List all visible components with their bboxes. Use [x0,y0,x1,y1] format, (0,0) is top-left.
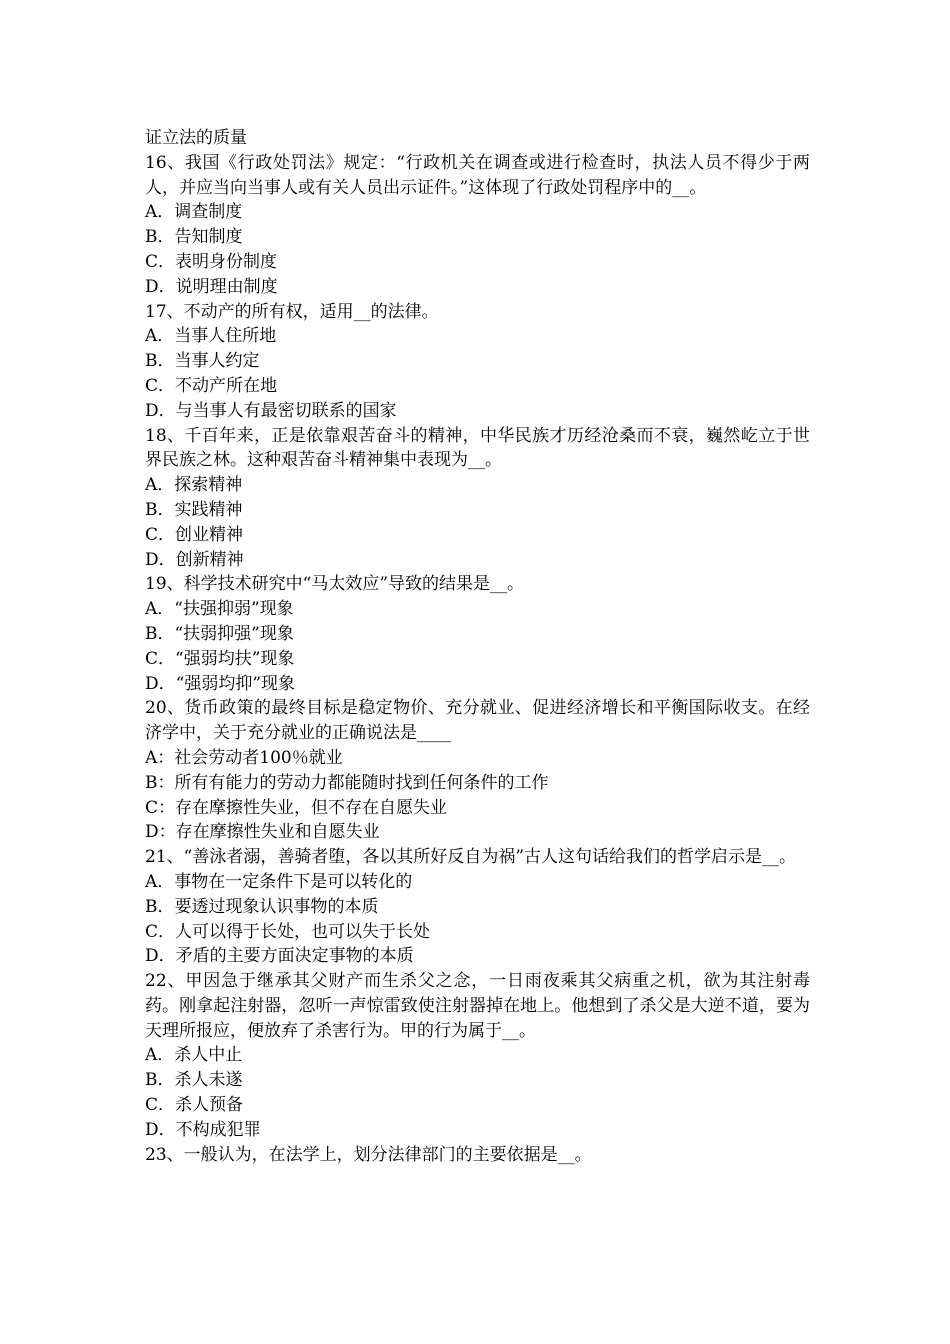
option-a: A．当事人住所地 [145,326,277,347]
option-c: C：存在摩擦性失业，但不存在自愿失业 [145,797,448,818]
option-a: A．探索精神 [145,475,243,496]
option-a: A．调查制度 [145,202,243,223]
question-stem: 23、一般认为，在法学上，划分法律部门的主要依据是__。 [145,1144,592,1165]
question-stem: 20、货币政策的最终目标是稳定物价、充分就业、促进经济增长和平衡国际收支。在经济学中，关于充分就业的正确说法是____ [145,698,810,744]
option-a: A．杀人中止 [145,1045,243,1066]
question-21 [145,845,810,969]
option-a: A．“扶强抑弱”现象 [145,599,294,620]
option-c: C．表明身份制度 [145,251,278,272]
option-b: B．杀人未遂 [145,1070,243,1091]
option-b: B．当事人约定 [145,351,260,372]
question-stem: 16、我国《行政处罚法》规定：“行政机关在调查或进行检查时，执法人员不得少于两人，并应当向当事人或有关人员出示证件。”这体现了行政处罚程序中的__。 [145,152,810,198]
option-b: B．实践精神 [145,499,243,520]
question-16 [145,151,810,300]
option-b: B．“扶弱抑强”现象 [145,623,294,644]
option-b: B．要透过现象认识事物的本质 [145,896,379,917]
question-20 [145,696,810,845]
option-c: C．不动产所在地 [145,375,278,396]
question-stem: 19、科学技术研究中“马太效应”导致的结果是__。 [145,574,525,595]
document-page [145,126,810,1167]
option-d: D．创新精神 [145,549,244,570]
option-b: B：所有有能力的劳动力都能随时找到任何条件的工作 [145,772,549,793]
option-d: D．与当事人有最密切联系的国家 [145,400,397,421]
option-d: D．说明理由制度 [145,276,278,297]
option-a: A．事物在一定条件下是可以转化的 [145,871,413,892]
option-d: D．“强弱均抑”现象 [145,673,296,694]
option-c: C．“强弱均扶”现象 [145,648,295,669]
question-stem: 22、甲因急于继承其父财产而生杀父之念，一日雨夜乘其父病重之机，欲为其注射毒药。刚拿起注射器，忽听一声惊雷致使注射器掉在地上。他想到了杀父是大逆不道，要为天理所报应，便放弃了杀害行为。甲的行为属于__。 [145,971,810,1041]
option-b: B．告知制度 [145,227,243,248]
option-d: D：存在摩擦性失业和自愿失业 [145,822,380,843]
option-d: D．不构成犯罪 [145,1119,261,1140]
option-c: C．人可以得于长处，也可以失于长处 [145,921,431,942]
option-c: C．杀人预备 [145,1095,244,1116]
option-d: D．矛盾的主要方面决定事物的本质 [145,946,414,967]
option-c: C．创业精神 [145,524,244,545]
lead-in-text: 证立法的质量 [145,128,247,148]
question-23 [145,1143,810,1168]
question-22 [145,969,810,1143]
question-19 [145,572,810,696]
question-stem: 18、千百年来，正是依靠艰苦奋斗的精神，中华民族才历经沧桑而不衰，巍然屹立于世界民族之林。这种艰苦奋斗精神集中表现为__。 [145,425,810,471]
question-18 [145,424,810,573]
question-stem: 17、不动产的所有权，适用__的法律。 [145,301,439,322]
question-17 [145,300,810,424]
question-stem: 21、“善泳者溺，善骑者堕，各以其所好反自为祸”古人这句话给我们的哲学启示是__。 [145,847,797,868]
option-a: A：社会劳动者100％就业 [145,747,343,768]
